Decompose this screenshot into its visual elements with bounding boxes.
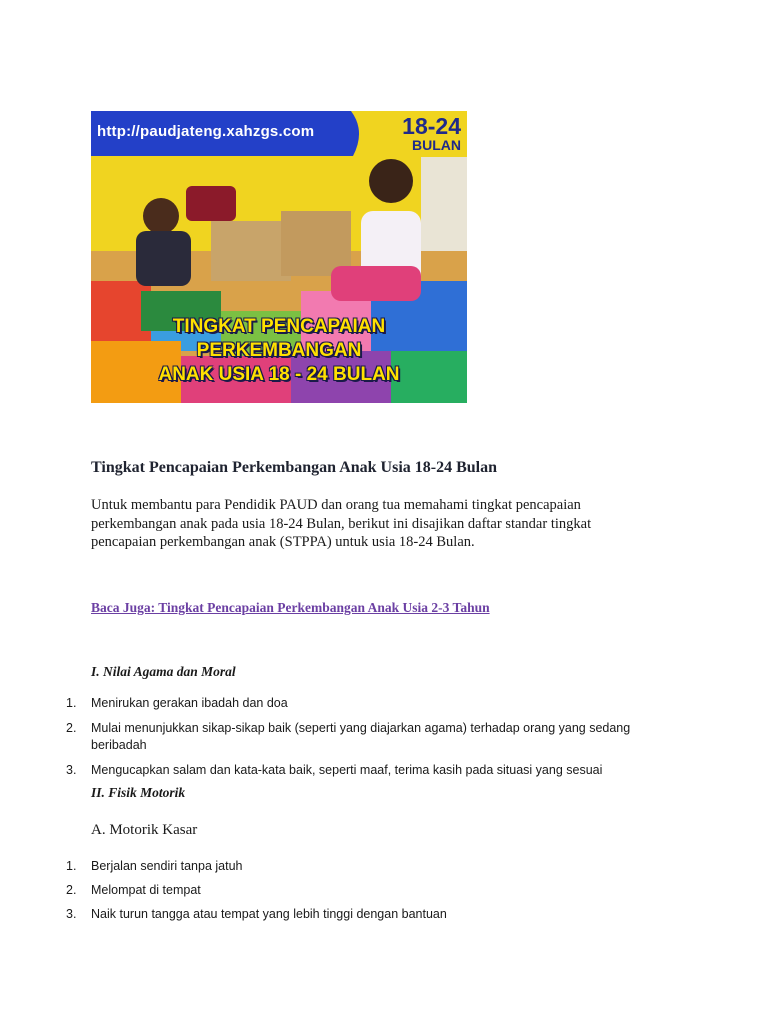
list-item <box>66 720 666 755</box>
list-number: 3. <box>66 907 77 921</box>
list-number: 3. <box>66 762 77 777</box>
motorik-kasar-list <box>66 858 666 930</box>
list-item-text: Mengucapkan salam dan kata-kata baik, seperti maaf, terima kasih pada situasi yang sesuai <box>91 762 603 777</box>
list-item <box>66 858 666 876</box>
list-item-text: Melompat di tempat <box>91 883 201 897</box>
article-title: Tingkat Pencapaian Perkembangan Anak Usia 18-24 Bulan <box>91 459 498 476</box>
list-number: 1. <box>66 696 77 710</box>
hero-caption-line-3: ANAK USIA 18 - 24 BULAN <box>158 364 400 385</box>
list-number: 2. <box>66 883 77 897</box>
intro-paragraph: Untuk membantu para Pendidik PAUD dan orang tua memahami tingkat pencapaian perkembangan anak pada usia 18-24 Bulan, berikut ini disajikan daftar standar tingkat pencapaian perkembangan anak (STPPA) untuk usia 18-24 Bulan. <box>91 497 592 550</box>
hero-caption-line-1: TINGKAT PENCAPAIAN <box>172 316 386 337</box>
list-item <box>66 762 666 780</box>
hero-url-text: http://paudjateng.xahzgs.com <box>97 123 315 140</box>
section-heading-nilai-agama: I. Nilai Agama dan Moral <box>91 664 236 679</box>
hero-age-text: 18-24 <box>402 113 461 139</box>
list-item <box>66 906 666 924</box>
related-article-link[interactable]: Baca Juga: Tingkat Pencapaian Perkembangan Anak Usia 2-3 Tahun <box>91 600 490 615</box>
list-number: 2. <box>66 720 77 735</box>
nilai-agama-list <box>66 695 666 779</box>
list-item-text: Naik turun tangga atau tempat yang lebih tinggi dengan bantuan <box>91 907 447 921</box>
list-item-text: Menirukan gerakan ibadah dan doa <box>91 696 288 710</box>
list-item-text: Berjalan sendiri tanpa jatuh <box>91 859 243 873</box>
list-item <box>66 882 666 900</box>
hero-unit-text: BULAN <box>412 137 461 153</box>
subsection-heading-motorik-kasar: A. Motorik Kasar <box>91 822 198 838</box>
list-item <box>66 695 666 713</box>
article-hero-image <box>91 111 467 403</box>
list-number: 1. <box>66 859 77 873</box>
hero-caption-line-2: PERKEMBANGAN <box>196 340 362 361</box>
section-heading-fisik-motorik: II. Fisik Motorik <box>91 785 186 800</box>
list-item-text: Mulai menunjukkan sikap-sikap baik (seperti yang diajarkan agama) terhadap orang yang sedang beribadah <box>91 720 631 752</box>
